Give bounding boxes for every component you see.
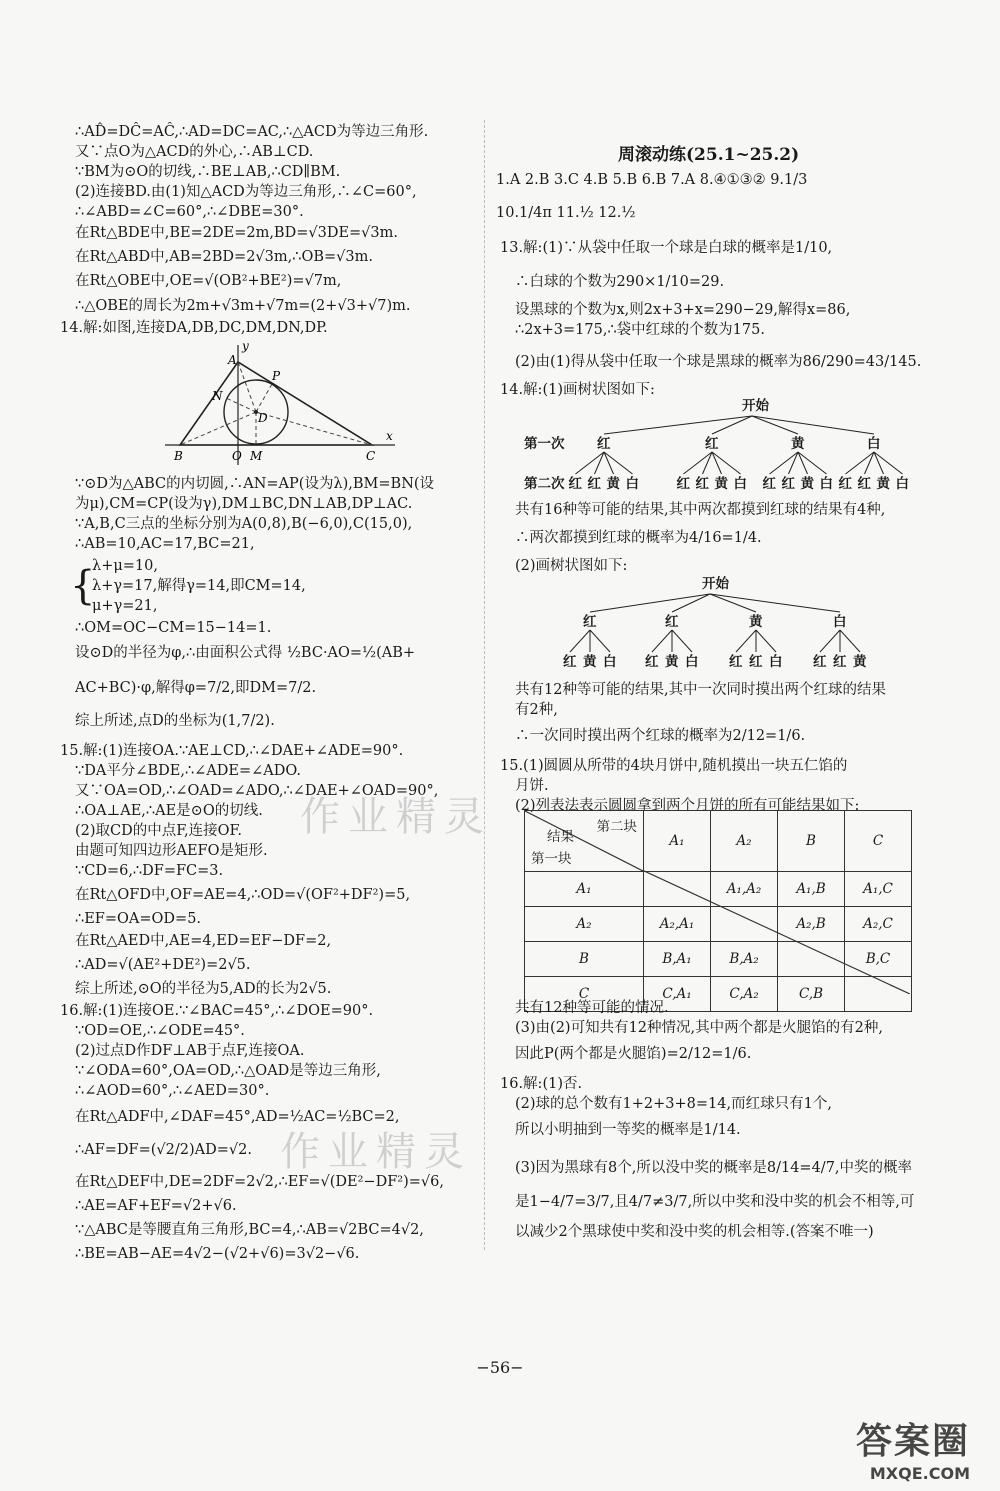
watermark-text: 作业精灵 (300, 794, 492, 840)
tree-node-level1: 白 (833, 614, 847, 630)
text-line: ∴AD=√(AE²+DE²)=2√5. (75, 957, 251, 973)
tree-node-level1: 黄 (749, 614, 763, 630)
tree-node-level2: 红 (587, 476, 601, 492)
table-cell: C,B (778, 977, 845, 1012)
table-cell: B,A₁ (644, 942, 711, 977)
label-c: C (366, 449, 376, 463)
text-line: ∵BM为⊙O的切线,∴BE⊥AB,∴CD∥BM. (75, 164, 341, 180)
table-cell: A₁,A₂ (711, 872, 778, 907)
label-o: O (232, 449, 242, 463)
question-16-heading: 16.解:(1)否. (500, 1076, 583, 1092)
tree-node-level2: 黄 (606, 476, 620, 492)
text-line: ∴EF=OA=OD=5. (75, 911, 202, 927)
column-divider (484, 120, 485, 1250)
table-cell: C,A₂ (711, 977, 778, 1012)
system-brace: { (70, 563, 96, 609)
text-line: ∴∠AOD=60°,∴∠AED=30°. (75, 1083, 270, 1099)
section-title: 周滚动练(25.1~25.2) (618, 145, 800, 165)
text-line: (3)由(2)可知共有12种情况,其中两个都是火腿馅的有2种, (515, 1020, 883, 1036)
col-header: C (845, 811, 912, 872)
text-line: 在Rt△DEF中,DE=2DF=2√2,∴EF=√(DE²−DF²)=√6, (75, 1174, 444, 1190)
row-header: B (525, 942, 644, 977)
table-cell: B,A₂ (711, 942, 778, 977)
tree-node-level2: 红 (813, 654, 827, 670)
tree-node-level2: 红 (695, 476, 709, 492)
table-cell: A₂,A₁ (644, 907, 711, 942)
tree-node-level2: 黄 (876, 476, 890, 492)
label-p: P (272, 369, 281, 383)
tree-node-level1: 红 (597, 436, 611, 452)
text-line: ∵DA平分∠BDE,∴∠ADE=∠ADO. (75, 763, 302, 779)
text-line: ∵CD=6,∴DF=FC=3. (75, 863, 224, 879)
text-line: ∴∠ABD=∠C=60°,∴∠DBE=30°. (75, 204, 304, 220)
text-line: 为μ),CM=CP(设为γ),DM⊥BC,DN⊥AB,DP⊥AC. (75, 496, 413, 512)
text-line: (2)过点D作DF⊥AB于点F,连接OA. (75, 1043, 305, 1059)
text-line: 在Rt△ADF中,∠DAF=45°,AD=½AC=½BC=2, (75, 1109, 400, 1125)
label-d: D (258, 411, 268, 425)
tree-branch (840, 630, 860, 652)
row-header: A₂ (525, 907, 644, 942)
question-15-heading: 15.(1)圆圆从所带的4块月饼中,随机摸出一块五仁馅的 (500, 758, 848, 774)
text-line: AC+BC)·φ,解得φ=7/2,即DM=7/2. (75, 680, 317, 696)
text-line: 是1−4/7=3/7,且4/7≠3/7,所以中奖和没中奖的机会不相等,可 (515, 1194, 915, 1210)
tree-branch (710, 594, 840, 612)
segment-dp (256, 384, 272, 412)
row-header: A₁ (525, 872, 644, 907)
tree-branch (736, 630, 756, 652)
text-line: ∴一次同时摸出两个红球的概率为2/12=1/6. (515, 728, 806, 744)
text-line: 共有12种等可能的结果,其中一次同时摸出两个红球的结果 (515, 682, 887, 698)
table-cell: A₂,B (778, 907, 845, 942)
tree-node-level1: 红 (705, 436, 719, 452)
text-line: ∴白球的个数为290×1/10=29. (515, 274, 725, 290)
text-line: 又∵OA=OD,∴∠OAD=∠ADO,∴∠DAE+∠OAD=90°, (75, 783, 439, 799)
page-number: −56− (476, 1358, 524, 1377)
tree-branch (756, 630, 776, 652)
question-14-heading: 14.解:如图,连接DA,DB,DC,DM,DN,DP. (60, 320, 328, 336)
row-header: C (525, 977, 644, 1012)
table-cell: B,C (845, 942, 912, 977)
text-line: 在Rt△AED中,AE=4,ED=EF−DF=2, (75, 933, 332, 949)
text-line: 共有12种等可能的情况. (515, 1000, 669, 1016)
question-14-heading: 14.解:(1)画树状图如下: (500, 382, 655, 398)
brand-url: MXQE.COM (869, 1464, 970, 1483)
table-cell: A₂,C (845, 907, 912, 942)
watermark-text: 作业精灵 (280, 1129, 472, 1175)
text-line: ∴△OBE的周长为2m+√3m+√7m=(2+√3+√7)m. (75, 298, 411, 314)
text-line: ∴AE=AF+EF=√2+√6. (75, 1198, 237, 1214)
tree-node-level2: 黄 (853, 654, 867, 670)
text-line: (3)因为黑球有8个,所以没中奖的概率是8/14=4/7,中奖的概率 (515, 1160, 913, 1176)
text-line: ∴BE=AB−AE=4√2−(√2+√6)=3√2−√6. (75, 1246, 360, 1262)
text-line: 又∵点O为△ACD的外心,∴AB⊥CD. (75, 144, 314, 160)
tree-branch (570, 630, 590, 652)
table-diagonal-line (642, 870, 910, 994)
text-line: ∴AB=10,AC=17,BC=21, (75, 536, 255, 552)
question-13-heading: 13.解:(1)∵从袋中任取一个球是白球的概率是1/10, (500, 240, 833, 256)
text-line: ∵△ABC是等腰直角三角形,BC=4,∴AB=√2BC=4√2, (75, 1222, 424, 1238)
tree-branch (652, 630, 672, 652)
tree-node-level2: 白 (685, 654, 699, 670)
tree-node-level2: 红 (645, 654, 659, 670)
text-line: 在Rt△OBE中,OE=√(OB²+BE²)=√7m, (75, 273, 342, 289)
label-b: B (174, 449, 183, 463)
incircle-figure (160, 340, 400, 470)
tree-branch (752, 416, 874, 434)
tree-node-level2: 红 (676, 476, 690, 492)
tree-node-level2: 红 (749, 654, 763, 670)
tree-node-level2: 白 (895, 476, 909, 492)
answer-line: 10.1/4π 11.½ 12.½ (496, 205, 636, 221)
text-line: (2)由(1)得从袋中任取一个球是黑球的概率为86/290=43/145. (515, 354, 922, 370)
text-line: ∵A,B,C三点的坐标分别为A(0,8),B(−6,0),C(15,0), (75, 516, 413, 532)
col-header: B (778, 811, 845, 872)
label-m: M (250, 449, 263, 463)
tree-node-level2: 黄 (714, 476, 728, 492)
text-line: 设黑球的个数为x,则2x+3+x=290−29,解得x=86, (515, 302, 851, 318)
tree-branch (752, 416, 798, 434)
equation-line: λ+γ=17,解得γ=14,即CM=14, (92, 578, 306, 594)
text-line: ∴AF=DF=(√2/2)AD=√2. (75, 1142, 252, 1158)
tree-node-level1: 黄 (791, 436, 805, 452)
tree-node-level2: 白 (603, 654, 617, 670)
text-line: ∵OD=OE,∴∠ODE=45°. (75, 1023, 245, 1039)
col-header: A₁ (644, 811, 711, 872)
table-cell: A₁,B (778, 872, 845, 907)
corner-second-piece: 第二块 (596, 819, 637, 835)
tree1-second-draw-label: 第二次 (524, 476, 565, 492)
tree-diagram-1 (520, 396, 920, 496)
tree-node-level2: 红 (833, 654, 847, 670)
col-header: A₂ (711, 811, 778, 872)
text-line: 在Rt△BDE中,BE=2DE=2m,BD=√3DE=√3m. (75, 225, 399, 241)
tree-node-level2: 白 (733, 476, 747, 492)
text-line: (2)球的总个数有1+2+3+8=14,而红球只有1个, (515, 1096, 832, 1112)
equation-line: λ+μ=10, (92, 558, 158, 574)
text-line: ∴AD̂=DĈ=AĈ,∴AD=DC=AC,∴△ACD为等边三角形. (75, 124, 429, 140)
label-x: x (386, 429, 393, 443)
text-line: (2)列表法表示圆圆拿到两个月饼的所有可能结果如下: (515, 798, 860, 814)
text-line: (2)画树状图如下: (515, 558, 628, 574)
text-line: ∵⊙D为△ABC的内切圆,∴AN=AP(设为λ),BM=BN(设 (75, 476, 435, 492)
table-cell: C,A₁ (644, 977, 711, 1012)
equation-line: μ+γ=21, (92, 598, 158, 614)
text-line: 在Rt△ABD中,AB=2BD=2√3m,∴OB=√3m. (75, 249, 373, 265)
brand-watermark (856, 1413, 970, 1483)
tree-branch (604, 416, 752, 434)
tree-node-level2: 白 (625, 476, 639, 492)
tree-node-level2: 黄 (665, 654, 679, 670)
text-line: ∴OM=OC−CM=15−14=1. (75, 620, 272, 636)
table-cell: A₁,C (845, 872, 912, 907)
table-corner (525, 811, 644, 872)
text-line: 综上所述,点D的坐标为(1,7/2). (75, 713, 275, 729)
tree-branch (820, 630, 840, 652)
text-line: ∴OA⊥AE,∴AE是⊙O的切线. (75, 803, 263, 819)
text-line: (2)连接BD.由(1)知△ACD为等边三角形,∴∠C=60°, (75, 184, 417, 200)
corner-result: 结果 (547, 829, 574, 845)
text-line: ∴2x+3=175,∴袋中红球的个数为175. (515, 322, 765, 338)
tree-node-level2: 红 (838, 476, 852, 492)
tree-node-level2: 红 (857, 476, 871, 492)
tree-node-level2: 白 (769, 654, 783, 670)
text-line: (2)取CD的中点F,连接OF. (75, 823, 242, 839)
segment-dn (226, 398, 256, 412)
text-line: 以减少2个黑球使中奖和没中奖的机会相等.(答案不唯一) (515, 1224, 874, 1240)
tree-node-level1: 红 (583, 614, 597, 630)
tree-node-level2: 红 (563, 654, 577, 670)
tree1-root: 开始 (742, 398, 769, 414)
text-line: ∵∠ODA=60°,OA=OD,∴△OAD是等边三角形, (75, 1063, 381, 1079)
label-n: N (212, 389, 223, 403)
tree-branch (672, 630, 692, 652)
text-line: 月饼. (515, 778, 549, 794)
tree-node-level2: 红 (781, 476, 795, 492)
text-line: 有2种, (515, 702, 558, 718)
text-line: 因此P(两个都是火腿馅)=2/12=1/6. (515, 1046, 752, 1062)
text-line: 综上所述,⊙O的半径为5,AD的长为2√5. (75, 981, 332, 997)
text-line: 所以小明抽到一等奖的概率是1/14. (515, 1122, 741, 1138)
text-line: ∴两次都摸到红球的概率为4/16=1/4. (515, 530, 762, 546)
label-a: A (228, 353, 237, 367)
text-line: 在Rt△OFD中,OF=AE=4,∴OD=√(OF²+DF²)=5, (75, 887, 411, 903)
question-15-heading: 15.解:(1)连接OA.∵AE⊥CD,∴∠DAE+∠ADE=90°. (60, 743, 404, 759)
tree-node-level2: 黄 (583, 654, 597, 670)
label-y: y (242, 340, 249, 353)
tree-node-level1: 红 (665, 614, 679, 630)
tree1-first-draw-label: 第一次 (524, 436, 565, 452)
tree-node-level1: 白 (867, 436, 881, 452)
text-line: 由题可知四边形AEFO是矩形. (75, 843, 268, 859)
tree-node-level2: 红 (568, 476, 582, 492)
tree-node-level2: 红 (729, 654, 743, 670)
text-line: 共有16种等可能的结果,其中两次都摸到红球的结果有4种, (515, 502, 886, 518)
tree-node-level2: 红 (762, 476, 776, 492)
corner-first-piece: 第一块 (531, 851, 572, 867)
brand-name: 答案圈 (855, 1421, 970, 1462)
tree-diagram-2 (560, 574, 900, 674)
text-line: 设⊙D的半径为φ,∴由面积公式得 ½BC·AO=½(AB+ (75, 645, 416, 661)
segment-dc (256, 412, 372, 445)
tree-branch (590, 630, 610, 652)
tree-node-level2: 白 (819, 476, 833, 492)
question-16-heading: 16.解:(1)连接OE.∵∠BAC=45°,∴∠DOE=90°. (60, 1003, 374, 1019)
tree2-root: 开始 (702, 576, 729, 592)
answer-line: 1.A 2.B 3.C 4.B 5.B 6.B 7.A 8.④①③② 9.1/3 (496, 172, 808, 188)
tree-node-level2: 黄 (800, 476, 814, 492)
